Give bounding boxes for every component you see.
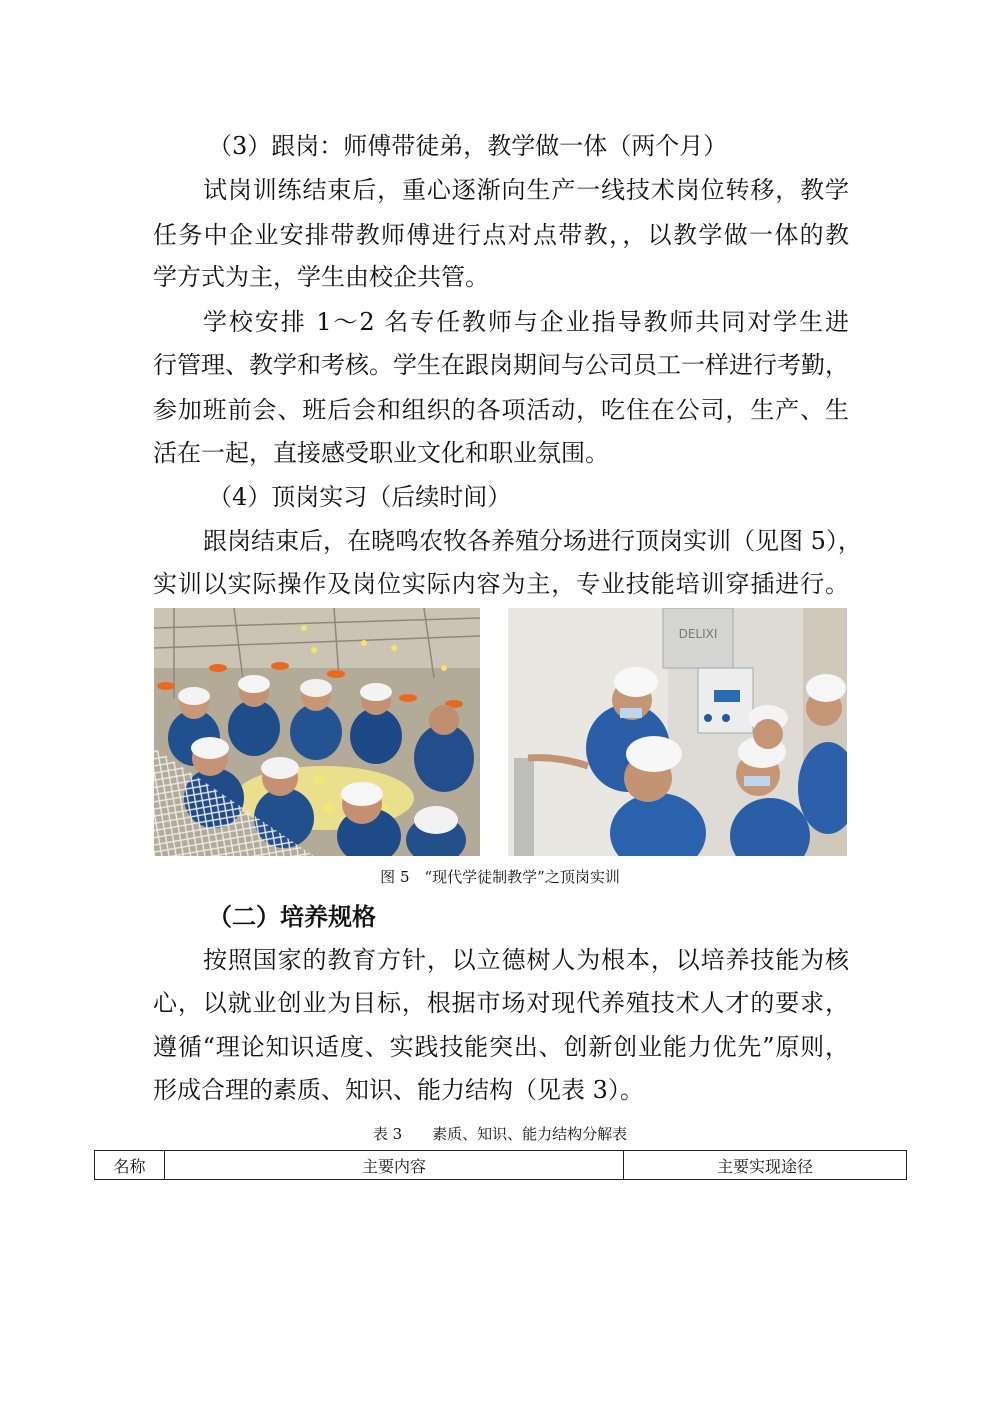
structure-decomposition-table xyxy=(94,1150,907,1180)
paragraph-line: 参加班前会、班后会和组织的各项活动，吃住在公司，生产、生 xyxy=(153,396,849,424)
paragraph-line: 试岗训练结束后，重心逐渐向生产一线技术岗位转移，教学 xyxy=(203,176,849,204)
header-main-content: 主要内容 xyxy=(165,1151,624,1180)
paragraph-line: 任务中企业安排带教师傅进行点对点带教，，以教学做一体的教 xyxy=(153,221,849,249)
paragraph-line: 行管理、教学和考核。学生在跟岗期间与公司员工一样进行考勤， xyxy=(153,351,849,379)
figure-caption: 图 5 “现代学徒制教学”之顶岗实训 xyxy=(380,868,620,886)
device-brand-text: DELIXI xyxy=(678,627,718,641)
training-spec-heading: （二）培养规格 xyxy=(208,903,376,931)
paragraph-line: 形成合理的素质、知识、能力结构（见表 3）。 xyxy=(153,1076,644,1104)
header-realization-path: 主要实现途径 xyxy=(624,1151,907,1180)
table-header-row xyxy=(95,1151,907,1180)
paragraph-line: 遵循“理论知识适度、实践技能突出、创新创业能力优先”原则， xyxy=(153,1033,849,1061)
paragraph-line: 学校安排 1～2 名专任教师与企业指导教师共同对学生进 xyxy=(203,308,849,336)
paragraph-line: 实训以实际操作及岗位实际内容为主，专业技能培训穿插进行。 xyxy=(153,570,849,598)
table-caption: 表 3 素质、知识、能力结构分解表 xyxy=(372,1125,628,1143)
gen-gang-heading: （3）跟岗：师傅带徒弟，教学做一体（两个月） xyxy=(208,132,728,160)
photo-hatchery xyxy=(154,608,480,856)
paragraph-line: 活在一起，直接感受职业文化和职业氛围。 xyxy=(153,439,609,467)
paragraph-line: 学方式为主，学生由校企共管。 xyxy=(153,263,489,291)
paragraph-line: 心，以就业创业为目标，根据市场对现代养殖技术人才的要求， xyxy=(153,989,849,1017)
paragraph-line: 跟岗结束后，在晓鸣农牧各养殖分场进行顶岗实训（见图 5）， xyxy=(203,527,862,555)
paragraph-line: 按照国家的教育方针，以立德树人为根本，以培养技能为核 xyxy=(203,946,849,974)
header-name: 名称 xyxy=(95,1151,165,1180)
ding-gang-heading: （4）顶岗实习（后续时间） xyxy=(208,483,512,511)
photo-control-room xyxy=(508,608,847,856)
